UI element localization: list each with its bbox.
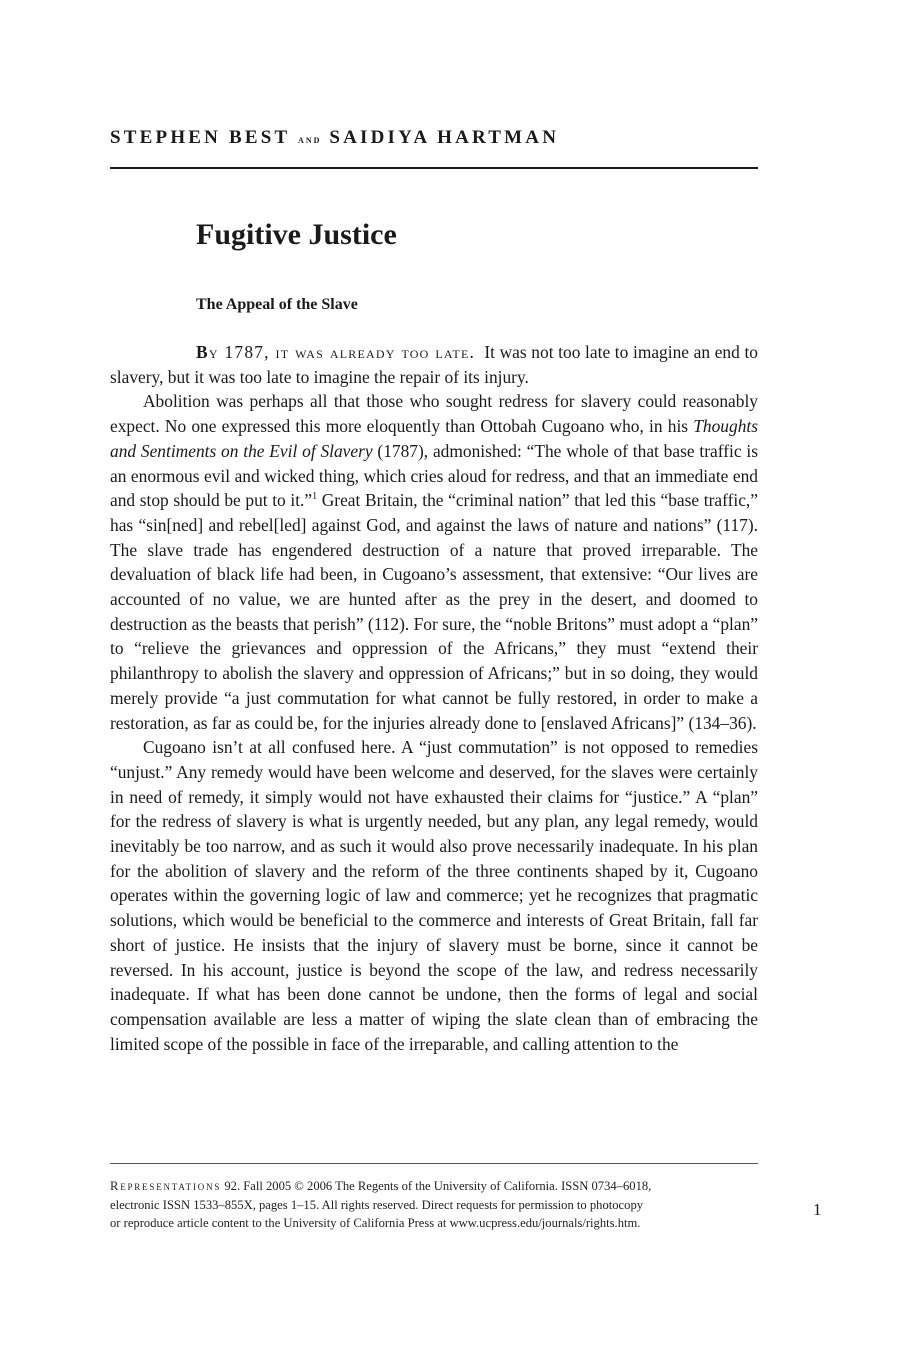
publication-note (110, 1177, 770, 1233)
publication-note-line-2: electronic ISSN 1533–855X, pages 1–15. All rights reserved. Direct requests for permission to photocopy (110, 1197, 644, 1212)
paragraph-2-text-b: (1787), admonished: “The whole of that base traffic is an enormous evil and wicked thing, which cries aloud for redress, and that an immediate end and stop should be put to it.” (110, 440, 758, 511)
paragraph-2-text-a: Abolition was perhaps all that those who sought redress for slavery could reasonably expect. No one expressed this more eloquently than Ottobah Cugoano who, in his (110, 391, 758, 437)
footer-rule (110, 1163, 758, 1164)
article-title: Fugitive Justice (196, 218, 397, 251)
paragraph-1 (110, 340, 758, 389)
publication-info: 92. Fall 2005 © 2006 The Regents of the University of California. ISSN 0734–6018, (224, 1179, 652, 1193)
publication-note-line-3: or reproduce article content to the University of California Press at www.ucpress.edu/journals/rights.htm. (110, 1216, 641, 1231)
paragraph-3 (110, 735, 758, 1056)
publication-note-line-1 (110, 1177, 770, 1196)
paragraph-1-text: It was not too late to imagine an end to slavery, but it was too late to imagine the repair of its injury. (110, 342, 759, 387)
body-text (110, 340, 758, 1056)
footnote-reference[interactable]: 1 (312, 491, 318, 503)
lead-in-small-caps (196, 342, 475, 362)
paragraph-2-text-c: Great Britain, the “criminal nation” that led this “base traffic,” has “sin[ned] and rebel[led] against God, and against the laws of nature and nations” (117). The slave trade has engendered destruction of a nature that proved irreparable. The devaluation of black life had been, in Cugoano’s assessment, that extensive: “Our lives are accounted of no value, we are hunted after as the prey in the desert, and doomed to destruction as the beasts that perish” (112). For sure, the “noble Britons” must adopt a “plan” to “relieve the grievances and oppression of the Africans,” they must “extend their philanthropy to abolish the slavery and oppression of Africans;” but in so doing, they would merely provide “a just commutation for what cannot be fully restored, in order to make a restoration, as far as could be, for the injuries already done to [enslaved Africans]” (134–36). (110, 490, 758, 733)
running-head (110, 127, 760, 149)
header-rule (110, 167, 758, 169)
page-number: 1 (813, 1200, 822, 1219)
author-stephen-best: STEPHEN BEST (110, 127, 291, 148)
paragraph-2 (110, 389, 758, 735)
journal-name: Representations (110, 1179, 222, 1193)
lead-initial: B (196, 342, 209, 362)
running-head-conjunction: and (298, 132, 322, 146)
section-heading: The Appeal of the Slave (196, 296, 358, 313)
lead-in-rest: y 1787, it was already too late. (208, 342, 476, 362)
book-title: Thoughts and Sentiments on the Evil of Slavery (110, 416, 758, 461)
paragraph-3-text: Cugoano isn’t at all confused here. A “just commutation” is not opposed to remedies “unjust.” Any remedy would have been welcome and deserved, for the slaves were certainly in need of remedy, it simply would not have exhausted their claims for “justice.” A “plan” for the redress of slavery is what is urgently needed, but any plan, any legal remedy, would inevitably be too narrow, and as such it would also prove necessarily inadequate. In his plan for the abolition of slavery and the reform of the three continents shaped by it, Cugoano operates within the governing logic of law and commerce; yet he recognizes that pragmatic solutions, which would be beneficial to the commerce and interests of Great Britain, fall far short of justice. He insists that the injury of slavery must be borne, since it cannot be reversed. In his account, justice is beyond the scope of the law, and redress necessarily inadequate. If what has been done cannot be undone, then the forms of legal and social compensation available are less a matter of wiping the slate clean than of embracing the limited scope of the possible in face of the irreparable, and calling attention to the (110, 737, 758, 1054)
author-saidiya-hartman: SAIDIYA HARTMAN (329, 127, 560, 148)
